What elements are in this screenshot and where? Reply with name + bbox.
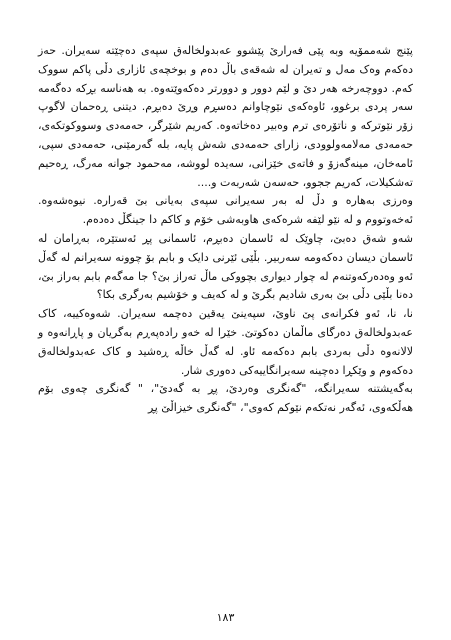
paragraph-3: شەو شەق دەبێ، چاوێک لە ئاسمان دەبڕم، ئاسمانی پڕ ئەستێرە، بەڕامان لە ئاسمان دیسان دەکەومە سەربیر. بڵێی ئێرنی دایک و بابم بۆ چوونە سەیرانم لە گەڵ ئەو وەدەرکەوتنەم لە چوار دیواری بچووکی ماڵ تەراز بێ؟ جا مەگەم بابم بەراز بێ، دەنا بڵێی دڵی بێ بەری شادیم بگرێ و لە کەیف و خۆشیم بەرگری بکا؟ [38, 231, 413, 302]
page-body [38, 42, 413, 582]
paragraph-5: بەگەیشتنە سەیرانگە، "گەنگری وەردێ، پڕ بە گەدێ"، " گەنگری چەوی بۆم هەڵکەوی، ئەگەر نەتکەم نێوکم کەوی"، "گەنگری خیزاڵێ پڕ [38, 382, 413, 415]
page-number: ١٨٣ [216, 611, 235, 624]
paragraph-1: پێنج شەممۆیە وبە پێی فەرارێ پێشوو عەبدولخالەق سپەی دەچێتە سەیران. حەز دەکەم وەک مەل و تەیران لە شەقەی باڵ دەم و بوخچەی ئازاری دڵی پاکم سووک کەم. دووچەرخە هەر دێ و لێم دوور و دوورتر دەکەوێتەوە. بە هەناسە بڕکە دەگەمە سەر پردی برغوو، ئاوەکەی نێوچاوانم دەسڕم وڕێ دەبڕم. دیتنی ڕەحمان لاگوپ زۆر نێوترکە و ناتۆرەی ترم وەبیر دەخاتەوە. کەریم شێرگر، حەمەدی وسووکوتکەی، حەمەدی مەلامەولوودی، زاراى حەمەدی شەش پایە، بلە گەرمێنی، حەمەدی سپی، ئامەخان، مینەگەزۆ و فاتەی خێزانی، سەیدە لووشە، مەحمود جوانە مەرگ، ڕەحیم تەشکیلات، کەریم ججوو، حەسەن شەربەت و.... [38, 44, 413, 189]
paragraph-2: وەرزی بەهارە و دڵ لە بەر سەیرانی سپەی بەیانی بێ قەرارە. نیوەشەوە. ئەخەوتووم و لە نێو لێفە شرەکەی هاوبەشی خۆم و کاکم دا جینگڵ دەدەم. [38, 194, 413, 227]
paragraph-4: نا، نا، ئەو فکرانەی پێ ناوێ، سپەینێ یەقین دەچمە سەیران. شەوەکییە، کاک عەبدولخالەق دەرگای ماڵمان دەکوتێ. خێرا لە خەو رادەپەڕم بەگریان و پاڕانەوە و لالانەوە دڵی بەردی بابم دەکەمە ئاو. لە گەڵ خاڵە ڕەشید و کاک عەبدولخالەق دەکەوم و وێکڕا دەچینە سەیرانگاییەکی دەوری شار. [38, 307, 413, 377]
